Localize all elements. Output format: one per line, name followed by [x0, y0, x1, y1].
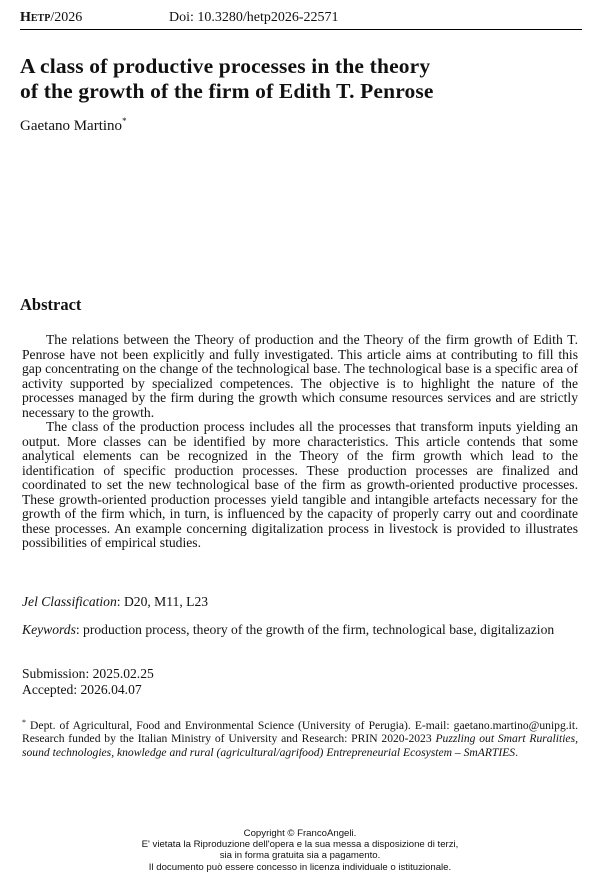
- title-line-1: A class of productive processes in the theory: [20, 54, 431, 78]
- author-footnote-mark[interactable]: *: [122, 116, 127, 126]
- copyright-line-2: E' vietata la Riproduzione dell'opera e la sua messa a disposizione di terzi,: [141, 839, 459, 851]
- copyright-notice: [0, 828, 600, 873]
- submission-dates: [22, 666, 154, 697]
- abstract-heading: Abstract: [20, 295, 82, 314]
- author-line: [20, 112, 127, 135]
- author-footnote: [22, 716, 578, 759]
- keywords-label: Keywords: [22, 622, 76, 637]
- jel-codes: : D20, M11, L23: [116, 594, 209, 609]
- accepted-date: Accepted: 2026.04.07: [22, 681, 142, 697]
- copyright-line-4: Il documento può essere concesso in licenza individuale o istituzionale.: [148, 861, 452, 873]
- footnote-project-title: Puzzling out Smart Ruralities, sound technologies, knowledge and rural (agricultural/agrifood) Entrepreneurial Ecosystem – SmARTIES: [22, 732, 578, 759]
- copyright-line-1: Copyright © FrancoAngeli.: [243, 828, 357, 839]
- submission-date: Submission: 2025.02.25: [22, 666, 154, 681]
- footnote-affiliation: Dept. of Agricultural, Food and Environmental Science (University of Perugia). E-mail: gaetano.martino@unipg.it. Research funded by the Italian Ministry of University and Research: PRIN 2020-2023: [22, 719, 578, 746]
- author-name: Gaetano Martino: [20, 118, 123, 134]
- header-divider: [20, 29, 582, 30]
- journal-name: Hetp/2026: [20, 10, 83, 25]
- doi-text: Doi: 10.3280/hetp2026-22571: [169, 10, 339, 25]
- jel-label: Jel Classification: [22, 594, 117, 609]
- keywords-list: : production process, theory of the growth of the firm, technological base, digitalizazion: [75, 622, 555, 637]
- title-line-2: of the growth of the firm of Edith T. Penrose: [20, 79, 434, 103]
- article-title: [20, 54, 590, 104]
- abstract-paragraph-2: The class of the production process includes all the processes that transform inputs yielding an output. More classes can be identified by more characteristics. This article contends that some analytical elements can be recognized in the Theory of the firm growth which lead to the identification of specific production processes. These production processes are finalized and coordinated to set the new technological base of the firm as growth-oriented productive processes. These growth-oriented production processes yield tangible and intangible artefacts necessary for the growth of the firm which, in turn, is influenced by the capacity of properly carry out and coordinate these processes. An example concerning digitalization process in livestock is provided to illustrates possibilities of empirical studies.: [22, 419, 578, 550]
- running-head: [20, 9, 582, 26]
- copyright-line-3: sia in forma gratuita sia a pagamento.: [219, 850, 381, 862]
- jel-classification: [22, 594, 208, 610]
- abstract-body: [22, 333, 578, 551]
- footnote-end: .: [515, 745, 519, 759]
- abstract-paragraph-1: The relations between the Theory of production and the Theory of the firm growth of Edith T. Penrose have not been explicitly and fully investigated. This article aims at contributing to fill this gap concentrating on the change of the technological base. The technological base is a specific area of activity supported by specialized competences. The objective is to highlight the nature of the processes managed by the firm during the growth which consume resources services and are strictly necessary to the growth.: [22, 332, 578, 420]
- footnote-mark: *: [22, 718, 26, 727]
- keywords: [22, 622, 578, 637]
